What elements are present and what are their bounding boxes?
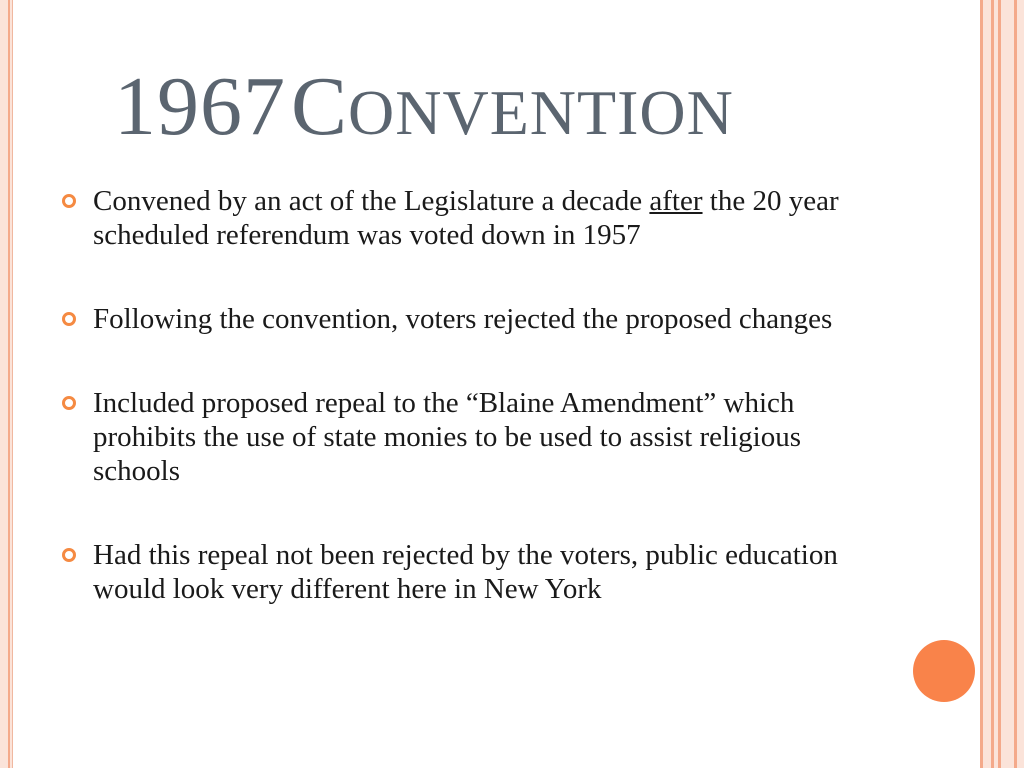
- slide-title: [114, 58, 734, 155]
- right-stripe: [1017, 0, 1024, 768]
- bullet-ring-icon: [62, 194, 76, 208]
- bullet-item: [62, 184, 882, 252]
- right-stripe: [983, 0, 991, 768]
- bullet-underlined-text: after: [649, 185, 703, 217]
- bullet-text: Following the convention, voters rejected the proposed changes: [93, 303, 833, 335]
- bullet-ring-icon: [62, 548, 76, 562]
- title-initial-cap: C: [291, 60, 349, 153]
- right-stripe: [1001, 0, 1014, 768]
- orange-circle-decoration: [913, 640, 975, 702]
- bullet-ring-icon: [62, 312, 76, 326]
- bullet-item: [62, 386, 882, 488]
- bullet-text: Convened by an act of the Legislature a decade: [93, 185, 650, 217]
- bullet-list: [62, 184, 882, 606]
- bullet-ring-icon: [62, 396, 76, 410]
- bullet-text: Had this repeal not been rejected by the voters, public education would look very different here in New York: [93, 539, 838, 605]
- title-small-caps: ONVENTION: [348, 77, 734, 148]
- bullet-text: Included proposed repeal to the “Blaine Amendment” which prohibits the use of state monies to be used to assist religious schools: [93, 387, 801, 487]
- bullet-item: [62, 538, 882, 606]
- bullet-item: [62, 302, 882, 336]
- title-year: 1967: [114, 60, 286, 153]
- bullet-text: the 20 year scheduled referendum was voted down in 1957: [93, 185, 839, 251]
- left-border-inner-line: [12, 0, 13, 768]
- left-border-line: [8, 0, 10, 768]
